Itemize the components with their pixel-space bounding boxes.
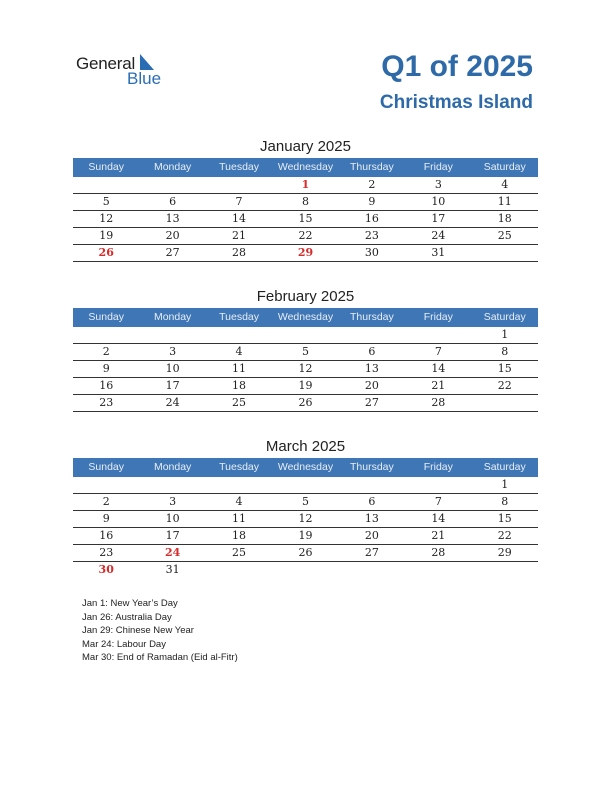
day-cell: 26 (298, 396, 313, 409)
day-cell: 13 (364, 362, 379, 375)
day-cell: 8 (301, 195, 309, 208)
day-cell: 1 (501, 328, 509, 341)
empty-day-cell (272, 327, 338, 343)
day-cell: 22 (497, 529, 512, 542)
day-cell: 15 (298, 212, 313, 225)
day-cell: 29 (297, 246, 314, 259)
day-cell: 22 (298, 229, 313, 242)
day-cell: 12 (298, 362, 313, 375)
weekday-header (73, 158, 538, 177)
day-cell: 25 (497, 229, 512, 242)
empty-day-cell (206, 562, 272, 578)
week-row (73, 477, 538, 494)
empty-day-cell (405, 327, 471, 343)
empty-day-cell (405, 477, 471, 493)
day-cell: 9 (102, 362, 110, 375)
day-cell: 23 (364, 229, 379, 242)
week-row (73, 344, 538, 361)
day-cell: 5 (301, 495, 309, 508)
day-cell: 7 (235, 195, 243, 208)
empty-day-cell (272, 477, 338, 493)
week-row (73, 378, 538, 395)
day-cell: 8 (501, 345, 509, 358)
day-cell: 6 (368, 345, 376, 358)
week-row (73, 228, 538, 245)
weekday-label: Saturday (483, 161, 526, 173)
day-cell: 4 (235, 345, 243, 358)
logo-text-blue: Blue (127, 69, 162, 88)
day-cell: 17 (165, 379, 180, 392)
day-cell: 21 (431, 379, 446, 392)
day-cell: 2 (102, 495, 110, 508)
weekday-header (73, 308, 538, 327)
day-cell: 18 (497, 212, 512, 225)
weekday-label: Friday (423, 461, 453, 473)
day-cell: 16 (99, 529, 114, 542)
day-cell: 11 (497, 195, 512, 208)
month-title: March 2025 (265, 438, 346, 455)
empty-day-cell (339, 477, 405, 493)
week-row (73, 494, 538, 511)
week-row (73, 194, 538, 211)
day-cell: 26 (98, 246, 114, 259)
weekday-label: Thursday (350, 461, 394, 473)
day-cell: 10 (165, 512, 180, 525)
day-cell: 11 (232, 512, 247, 525)
day-cell: 19 (99, 229, 114, 242)
empty-day-cell (139, 327, 205, 343)
holiday-entry: Jan 1: New Year’s Day (82, 598, 178, 609)
day-cell: 25 (232, 546, 247, 559)
empty-day-cell (272, 562, 338, 578)
day-cell: 5 (301, 345, 309, 358)
weekday-label: Tuesday (219, 161, 259, 173)
weekday-label: Sunday (88, 161, 125, 173)
logo-triangle-icon (140, 54, 154, 70)
day-cell: 8 (501, 495, 509, 508)
page-subtitle: Christmas Island (379, 92, 533, 113)
day-cell: 28 (232, 246, 247, 259)
day-cell: 18 (232, 379, 247, 392)
holiday-entry: Mar 24: Labour Day (82, 638, 166, 650)
day-cell: 3 (169, 495, 177, 508)
weekday-label: Monday (153, 461, 192, 473)
logo (76, 52, 176, 92)
weekday-label: Monday (153, 311, 192, 323)
empty-day-cell (73, 177, 139, 193)
day-cell: 28 (431, 396, 446, 409)
holiday-entry: Jan 26: Australia Day (82, 611, 172, 623)
day-cell: 3 (169, 345, 177, 358)
weekday-label: Monday (153, 161, 192, 173)
day-cell: 20 (165, 229, 180, 242)
day-cell: 21 (431, 529, 446, 542)
day-cell: 24 (431, 229, 446, 242)
day-cell: 31 (431, 246, 446, 259)
empty-day-cell (73, 477, 139, 493)
day-cell: 6 (169, 195, 177, 208)
weekday-label: Wednesday (277, 161, 334, 173)
week-row (73, 211, 538, 228)
day-cell: 18 (232, 529, 247, 542)
day-cell: 14 (431, 512, 446, 525)
calendar-march (73, 436, 538, 578)
day-cell: 12 (298, 512, 313, 525)
day-cell: 12 (99, 212, 114, 225)
month-title: January 2025 (260, 138, 351, 155)
week-row (73, 177, 538, 194)
weekday-header (73, 458, 538, 477)
calendar-january (73, 136, 538, 262)
weekday-label: Wednesday (277, 461, 334, 473)
weekday-label: Saturday (483, 461, 526, 473)
empty-day-cell (206, 177, 272, 193)
day-cell: 22 (497, 379, 512, 392)
weekday-label: Wednesday (277, 311, 334, 323)
week-row (73, 245, 538, 262)
day-cell: 19 (298, 529, 313, 542)
weekday-label: Tuesday (219, 461, 259, 473)
day-cell: 11 (232, 362, 247, 375)
day-cell: 5 (102, 195, 110, 208)
page-title: Q1 of 2025 (381, 50, 533, 83)
weekday-label: Saturday (483, 311, 526, 323)
day-cell: 28 (431, 546, 446, 559)
empty-day-cell (206, 327, 272, 343)
day-cell: 14 (431, 362, 446, 375)
day-cell: 30 (98, 563, 114, 576)
day-cell: 13 (165, 212, 180, 225)
day-cell: 24 (165, 396, 180, 409)
day-cell: 19 (298, 379, 313, 392)
day-cell: 20 (364, 379, 379, 392)
empty-day-cell (472, 562, 538, 578)
holiday-entry: Mar 30: End of Ramadan (Eid al-Fitr) (82, 652, 238, 663)
weekday-label: Thursday (350, 311, 394, 323)
day-cell: 21 (232, 229, 247, 242)
day-cell: 10 (165, 362, 180, 375)
empty-day-cell (139, 177, 205, 193)
weekday-label: Sunday (88, 461, 125, 473)
day-cell: 2 (368, 178, 376, 191)
day-cell: 7 (434, 495, 442, 508)
day-cell: 23 (99, 396, 114, 409)
day-cell: 23 (99, 546, 114, 559)
day-cell: 2 (102, 345, 110, 358)
day-cell: 15 (497, 362, 512, 375)
week-row (73, 562, 538, 578)
week-row (73, 327, 538, 344)
week-row (73, 545, 538, 562)
day-cell: 13 (364, 512, 379, 525)
day-cell: 29 (497, 546, 512, 559)
day-cell: 9 (102, 512, 110, 525)
empty-day-cell (472, 395, 538, 411)
calendar-february (73, 286, 538, 412)
weekday-label: Tuesday (219, 311, 259, 323)
day-cell: 16 (364, 212, 379, 225)
day-cell: 16 (99, 379, 114, 392)
day-cell: 10 (431, 195, 446, 208)
day-cell: 15 (497, 512, 512, 525)
day-cell: 4 (235, 495, 243, 508)
empty-day-cell (339, 562, 405, 578)
empty-day-cell (206, 477, 272, 493)
day-cell: 27 (364, 396, 379, 409)
day-cell: 17 (165, 529, 180, 542)
day-cell: 1 (501, 478, 509, 491)
empty-day-cell (472, 245, 538, 261)
logo-text-general: General (76, 54, 136, 73)
empty-day-cell (405, 562, 471, 578)
day-cell: 17 (431, 212, 446, 225)
holiday-list (82, 597, 238, 665)
day-cell: 27 (364, 546, 379, 559)
day-cell: 6 (368, 495, 376, 508)
holiday-entry: Jan 29: Chinese New Year (82, 625, 194, 636)
week-row (73, 528, 538, 545)
weekday-label: Sunday (88, 311, 125, 323)
day-cell: 25 (232, 396, 247, 409)
weekday-label: Thursday (350, 161, 394, 173)
day-cell: 3 (434, 178, 442, 191)
day-cell: 1 (301, 178, 310, 191)
weekday-label: Friday (423, 161, 453, 173)
day-cell: 27 (165, 246, 180, 259)
empty-day-cell (73, 327, 139, 343)
day-cell: 9 (368, 195, 376, 208)
weekday-label: Friday (423, 311, 453, 323)
day-cell: 4 (501, 178, 509, 191)
day-cell: 14 (232, 212, 247, 225)
month-title: February 2025 (256, 288, 355, 305)
day-cell: 26 (298, 546, 313, 559)
week-row (73, 361, 538, 378)
day-cell: 24 (164, 546, 181, 559)
day-cell: 20 (364, 529, 379, 542)
day-cell: 31 (165, 563, 180, 576)
day-cell: 30 (364, 246, 379, 259)
week-row (73, 395, 538, 412)
empty-day-cell (139, 477, 205, 493)
week-row (73, 511, 538, 528)
day-cell: 7 (434, 345, 442, 358)
empty-day-cell (339, 327, 405, 343)
